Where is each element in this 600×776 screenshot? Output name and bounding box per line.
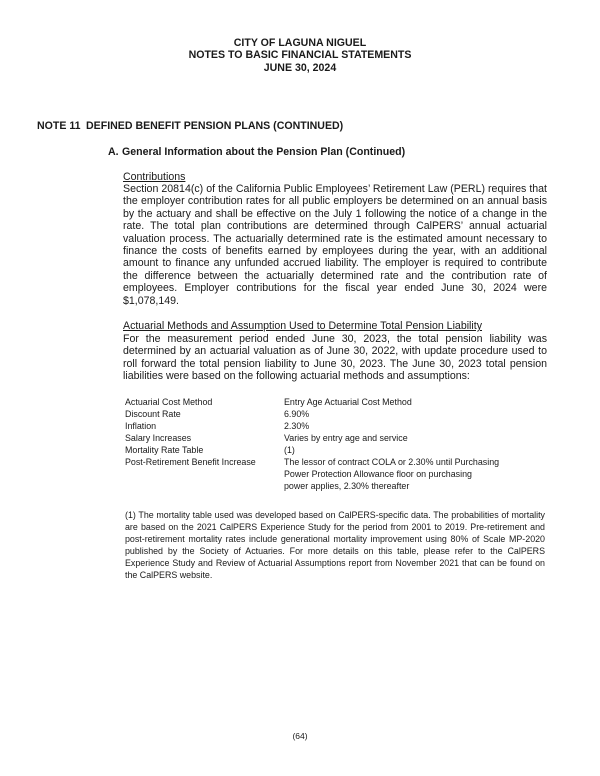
actuarial-paragraph <box>123 333 547 383</box>
assumption-row <box>125 444 554 456</box>
assumption-value: 6.90% <box>284 409 310 419</box>
contributions-text: Section 20814(c) of the California Public Employees’ Retirement Law (PERL) requires that the employer contribution rates for all public employers be determined on an annual basis by the actuary and shall be effective on the July 1 following the notice of a change in the rate. The total plan contributions are determined through CalPERS’ annual actuarial valuation process. The actuarially determined rate is the estimated amount necessary to finance the costs of benefits earned by employees during the year, with an additional amount to finance any unfunded accrued liability. The employer is required to contribute the difference between the actuarially determined rate and the contribution rate of employees. Employer contributions for the fiscal year ended June 30, 2024 were $1,078,149. <box>123 183 547 307</box>
note-heading <box>37 120 343 132</box>
assumption-label: Discount Rate <box>125 409 181 419</box>
empty-cell <box>125 468 284 480</box>
assumptions-table <box>125 396 554 492</box>
actuarial-text: For the measurement period ended June 30, 2023, the total pension liability was determined by an actuarial valuation as of June 30, 2022, with update procedure used to roll forward the total pension liability to June 30, 2023. The June 30, 2023 total pension liabilities were based on the following actuarial methods and assumptions: <box>123 333 547 383</box>
document-header <box>0 37 600 74</box>
contributions-heading: Contributions <box>123 171 186 183</box>
header-city: CITY OF LAGUNA NIGUEL <box>233 37 367 49</box>
actuarial-heading: Actuarial Methods and Assumption Used to Determine Total Pension Liability <box>123 320 483 332</box>
mortality-footnote: (1) The mortality table used was developed based on CalPERS-specific data. The probabilities of mortality are based on the 2021 CalPERS Experience Study for the period from 2001 to 2019. Pre-retirement and post-retirement mortality rates include generational mortality improvement using 80% of Scale MP-2020 published by the Society of Actuaries. For more details on this table, please refer to the CalPERS Experience Study and Review of Actuarial Assumptions report from November 2021 that can be found on the CalPERS website. <box>125 510 545 581</box>
page-number: (64) <box>292 731 308 741</box>
assumption-row <box>125 396 554 408</box>
assumption-label: Salary Increases <box>125 433 192 443</box>
empty-cell <box>125 480 284 492</box>
assumption-row-continued <box>125 468 554 480</box>
assumption-row-continued <box>125 480 554 492</box>
assumption-row <box>125 432 554 444</box>
assumption-row <box>125 456 554 468</box>
assumption-value: The lessor of contract COLA or 2.30% until Purchasing <box>284 457 500 467</box>
assumption-label: Mortality Rate Table <box>125 445 204 455</box>
assumption-value: 2.30% <box>284 421 310 431</box>
assumption-value: Power Protection Allowance floor on purchasing <box>284 469 472 479</box>
section-title: General Information about the Pension Plan (Continued) <box>122 146 406 158</box>
section-heading <box>108 146 405 158</box>
assumption-value: Varies by entry age and service <box>284 433 408 443</box>
header-date: JUNE 30, 2024 <box>263 61 337 74</box>
note-number: NOTE 11 <box>37 120 81 132</box>
assumption-label: Inflation <box>125 421 157 431</box>
assumption-value: Entry Age Actuarial Cost Method <box>284 397 412 407</box>
assumption-value: power applies, 2.30% thereafter <box>284 481 410 491</box>
assumption-row <box>125 408 554 420</box>
assumption-label: Post-Retirement Benefit Increase <box>125 457 256 467</box>
section-letter: A. <box>108 146 119 158</box>
note-title: DEFINED BENEFIT PENSION PLANS (CONTINUED) <box>86 120 344 132</box>
assumption-row <box>125 420 554 432</box>
assumption-label: Actuarial Cost Method <box>125 397 213 407</box>
header-title: NOTES TO BASIC FINANCIAL STATEMENTS <box>188 49 412 62</box>
assumption-value: (1) <box>284 445 295 455</box>
contributions-paragraph <box>123 183 547 307</box>
